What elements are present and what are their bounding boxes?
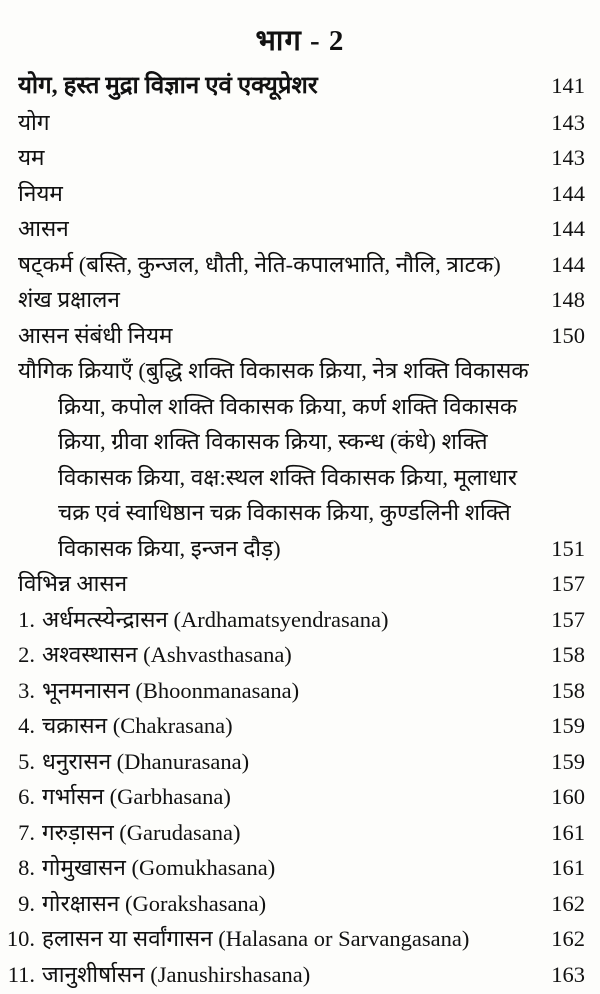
toc-entry-label: गर्भासन (Garbhasana) [42,784,231,809]
toc-entry-number: 5. [18,748,35,774]
toc-entry-page: 151 [551,535,585,561]
toc-entry-numbered [0,708,600,744]
toc-entry-page: 144 [551,216,585,241]
toc-entry-multiline [0,353,600,566]
toc-entry-line: विकासक क्रिया, इन्जन दौड़) [58,535,281,561]
toc-entry-label: अर्धमत्स्येन्द्रासन (Ardhamatsyendrasana) [42,606,389,632]
toc-entry-label: योग, हस्त मुद्रा विज्ञान एवं एक्यूप्रेशर [18,73,318,99]
toc-entry [0,247,600,283]
toc-entry-line: क्रिया, कपोल शक्ति विकासक क्रिया, कर्ण शक्ति विकासक [58,393,518,419]
toc-entry-label: गोमुखासन (Gomukhasana) [42,855,276,880]
toc-entry-number: 9. [18,890,35,916]
toc-entry-page: 144 [551,180,585,206]
toc-entry-page: 158 [551,642,585,667]
toc-entry [0,140,600,176]
toc-entry-label [18,353,539,566]
toc-entry [0,566,600,602]
toc-entry-label: हलासन या सर्वांगासन (Halasana or Sarvangasana) [42,926,470,951]
toc-entry-label: गोरक्षासन (Gorakshasana) [42,890,267,916]
toc-entry-label: जानुशीर्षासन (Janushirshasana) [42,961,311,987]
toc-entry-numbered [0,921,600,957]
toc-entry-number: 7. [18,819,35,845]
toc-entry-line: विकासक क्रिया, वक्ष:स्थल शक्ति विकासक क्रिया, मूलाधार [58,464,518,490]
toc-entry-label: अश्वस्थासन (Ashvasthasana) [42,642,292,667]
toc-entry-label: योग [18,109,50,135]
toc-entry-label: शंख प्रक्षालन [18,287,120,312]
toc-entry-numbered [0,637,600,673]
toc-entry-number: 1. [18,606,35,632]
toc-entry-numbered [0,779,600,815]
toc-entry-numbered [0,744,600,780]
toc-list [0,68,600,992]
toc-entry-page: 148 [551,287,585,312]
toc-entry-numbered [0,673,600,709]
toc-entry [0,282,600,318]
toc-entry-label: आसन [18,216,69,241]
toc-entry-line: यौगिक क्रियाएँ (बुद्धि शक्ति विकासक क्रिया, नेत्र शक्ति विकासक [18,358,529,383]
toc-entry-page: 159 [551,748,585,774]
toc-entry-numbered [0,957,600,993]
toc-entry-page: 161 [551,819,585,845]
toc-entry-label: धनुरासन (Dhanurasana) [42,748,250,774]
toc-entry [0,176,600,212]
toc-entry-page: 160 [551,784,585,809]
toc-entry-number: 3. [18,677,35,703]
toc-entry [0,211,600,247]
toc-entry-label: षट्कर्म (बस्ति, कुन्जल, धौती, नेति-कपालभाति, नौलि, त्राटक) [18,251,501,277]
toc-entry-page: 150 [551,322,585,348]
toc-entry-label: विभिन्न आसन [18,571,128,596]
toc-entry-label: गरुड़ासन (Garudasana) [42,819,241,845]
toc-entry-line: क्रिया, ग्रीवा शक्ति विकासक क्रिया, स्कन्ध (कंधे) शक्ति [58,429,488,454]
toc-entry-number: 6. [18,784,35,809]
toc-entry-page: 161 [551,855,585,880]
toc-entry-numbered [0,815,600,851]
toc-entry-page: 162 [551,890,585,916]
page-title: भाग - 2 [255,25,345,57]
toc-entry-page: 162 [551,926,585,951]
toc-entry [0,68,600,105]
toc-entry-numbered [0,886,600,922]
toc-entry-page: 157 [551,606,585,632]
toc-entry-page: 141 [551,73,585,98]
toc-entry-label: आसन संबंधी नियम [18,322,173,348]
toc-entry-label: भूनमनासन (Bhoonmanasana) [42,677,300,703]
toc-entry-page: 143 [551,145,585,170]
toc-entry-number: 11. [7,961,35,987]
toc-entry-page: 157 [551,571,585,596]
toc-entry-numbered [0,850,600,886]
toc-entry-page: 144 [551,251,585,277]
toc-entry-number: 8. [18,855,35,880]
toc-entry-line: चक्र एवं स्वाधिष्ठान चक्र विकासक क्रिया, कुण्डलिनी शक्ति [58,500,511,525]
toc-entry-page: 158 [551,677,585,703]
toc-entry-number: 10. [6,926,35,951]
toc-entry-page: 159 [551,713,585,738]
toc-entry-number: 2. [18,642,35,667]
toc-entry [0,318,600,354]
toc-entry-numbered [0,602,600,638]
toc-entry-number: 4. [18,713,35,738]
toc-entry-label: नियम [18,180,63,206]
toc-entry-label: चक्रासन (Chakrasana) [42,713,233,738]
toc-entry-page: 143 [551,109,585,135]
toc-entry-page: 163 [551,961,585,987]
toc-entry-label: यम [18,145,45,170]
toc-entry [0,105,600,141]
